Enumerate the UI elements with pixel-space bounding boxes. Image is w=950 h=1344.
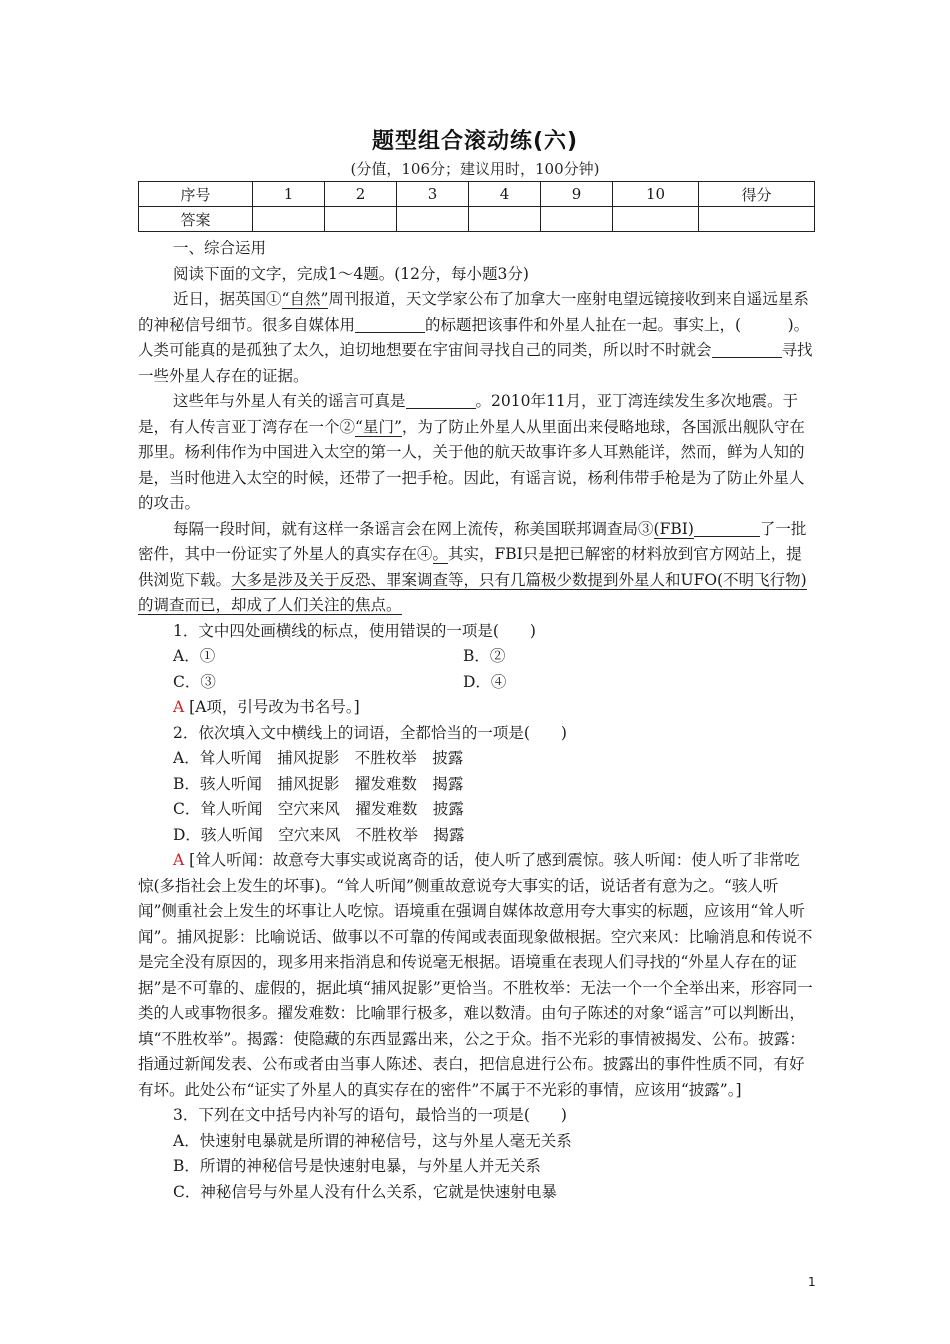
option-c[interactable]: C．神秘信号与外星人没有什么关系，它就是快速射电暴: [173, 1182, 557, 1201]
answer-explanation: [耸人听闻：故意夸大事实或说离奇的话，使人听了感到震惊。骇人听闻：使人听了非常吃惊(多指社会上发生的坏事)。“耸人听闻”侧重故意说夸大事实的话，说话者有意为之。“骇人听闻”侧重社会上发生的坏事让人吃惊。语境重在强调自媒体故意用夸大事实的标题，应该用“耸人听闻”。捕风捉影：比喻说话、做事以不可靠的传闻或表面现象做根据。空穴来风：比喻消息和传说不是完全没有原因的，现多用来指消息和传说毫无根据。语境重在表现人们寻找的“外星人存在的证据”是不可靠的、虚假的，据此填“捕风捉影”更恰当。不胜枚举：无法一个一个全举出来，形容同一类的人或事物很多。擢发难数：比喻罪行极多，难以数清。由句子陈述的对象“谣言”可以判断出，填“不胜枚举”。揭露：使隐藏的东西显露出来，公之于众。指不光彩的事情被揭发、公布。披露：指通过新闻发表、公布或者由当事人陈述、表白，把信息进行公布。披露出的事件性质不同，有好有坏。此处公布“证实了外星人的真实存在的密件”不属于不光彩的事情，应该用“披露”。]: [138, 851, 813, 1099]
text-run: 周刊报道，天文学家公布了加拿大一座射电望远镜接收到来自遥远星系的神秘信号细节。很多自媒体用: [138, 290, 809, 334]
marked-punctuation-4: 。: [432, 545, 449, 563]
table-row: [139, 182, 815, 207]
fill-blank: [355, 314, 425, 333]
question-3-stem: 3．下列在文中括号内补写的语句，最恰当的一项是( ): [173, 1106, 567, 1124]
section-heading: 一、综合运用: [173, 239, 267, 257]
question-2-stem: 2．依次填入文中横线上的词语，全都恰当的一项是( ): [173, 723, 567, 742]
table-header-cell: 得分: [699, 182, 815, 207]
text-run: 的标题把该事件和外星人扯在一起。事实上，( )。人类可能真的是孤独了太久，迫切地想要在宇宙间寻找自己的同类，所以时不时就会: [138, 315, 810, 359]
marked-punctuation-3: (FBI): [653, 519, 694, 538]
option-b[interactable]: B．所谓的神秘信号是快速射电暴，与外星人并无关系: [173, 1157, 541, 1175]
option-a[interactable]: A．耸人听闻 捕风捉影 不胜枚举 披露: [173, 749, 464, 767]
text-run: ，为了防止外星人从里面出来侵略地球，各国派出舰队守在那里。杨利伟作为中国进入太空的第一人，关于他的航天故事许多人耳熟能详，然而，鲜为人知的是，当时他进入太空的时候，还带了一把手枪。因此，有谣言说，杨利伟带手枪是为了防止外星人的攻击。: [138, 417, 805, 512]
passage-paragraph-1: [138, 287, 814, 389]
question-1-options-row: [138, 670, 814, 696]
option-b[interactable]: B．②: [463, 647, 506, 665]
answer-label-cell: 答案: [139, 207, 253, 232]
answer-letter: A: [173, 698, 185, 716]
question-1-options-row: [138, 644, 814, 670]
table-header-cell: 3: [397, 182, 469, 207]
option-d[interactable]: D．④: [463, 672, 507, 691]
answer-cell[interactable]: [325, 207, 397, 232]
fill-blank: [712, 339, 782, 358]
answer-cell[interactable]: [613, 207, 699, 232]
passage-paragraph-2: [138, 389, 814, 517]
table-header-cell: 9: [541, 182, 613, 207]
marked-punctuation-1: “自然”: [281, 290, 329, 308]
section-instruction: 阅读下面的文字，完成1～4题。(12分，每小题3分): [173, 264, 529, 283]
text-run: 这些年与外星人有关的谣言可真是: [173, 392, 406, 410]
answer-cell[interactable]: [541, 207, 613, 232]
table-header-cell: 10: [613, 182, 699, 207]
option-b[interactable]: B．骇人听闻 捕风捉影 擢发难数 揭露: [173, 774, 464, 793]
text-run: 了一批密件，其中一份证实了外星人的真实存在④: [138, 519, 807, 563]
option-c[interactable]: C．耸人听闻 空穴来风 擢发难数 披露: [173, 800, 464, 818]
document-body: [138, 236, 814, 1205]
score-cell[interactable]: [699, 207, 815, 232]
option-a[interactable]: A．快速射电暴就是所谓的神秘信号，这与外星人毫无关系: [173, 1131, 572, 1150]
answer-letter: A: [173, 851, 185, 869]
score-table: [138, 181, 815, 232]
question-1-stem: 1．文中四处画横线的标点，使用错误的一项是( ): [173, 621, 536, 640]
text-run: 近日，据英国①: [173, 290, 282, 308]
option-a[interactable]: A．①: [173, 647, 216, 665]
table-row: [139, 207, 815, 232]
marked-punctuation-2: “星门”: [355, 417, 402, 436]
page-number: 1: [808, 1275, 816, 1289]
answer-cell[interactable]: [469, 207, 541, 232]
answer-cell[interactable]: [397, 207, 469, 232]
answer-cell[interactable]: [253, 207, 325, 232]
table-header-cell: 1: [253, 182, 325, 207]
page-subtitle: (分值，106分；建议用时，100分钟): [350, 160, 600, 178]
text-run: 寻找一些外星人存在的证据。: [138, 341, 813, 385]
text-run: 每隔一段时间，就有这样一条谣言会在网上流传，称美国联邦调查局③: [173, 519, 654, 538]
text-run: 。2010年11月，亚丁湾连续发生多次地震。于是，有人传言亚丁湾存在一个②: [138, 392, 799, 436]
question-1-answer: [138, 695, 814, 721]
option-d[interactable]: D．骇人听闻 空穴来风 不胜枚举 揭露: [173, 825, 465, 844]
answer-explanation: [A项，引号改为书名号。]: [189, 698, 360, 716]
underlined-sentence: 大多是涉及关于反恐、罪案调查等，只有几篇极少数提到外星人和UFO(不明飞行物)的调查而已，却成了人们关注的焦点。: [138, 570, 807, 614]
page-title: 题型组合滚动练(六): [371, 129, 579, 154]
option-c[interactable]: C．③: [173, 672, 216, 691]
table-header-cell: 2: [325, 182, 397, 207]
question-2-answer: [138, 848, 814, 1103]
passage-paragraph-3: [138, 517, 814, 619]
fill-blank: [406, 390, 476, 409]
text-run: 其实，FBI只是把已解密的材料放到官方网站上，提供浏览下载。: [138, 545, 802, 589]
fill-blank: [694, 518, 760, 537]
table-header-cell: 4: [469, 182, 541, 207]
table-header-cell: 序号: [139, 182, 253, 207]
